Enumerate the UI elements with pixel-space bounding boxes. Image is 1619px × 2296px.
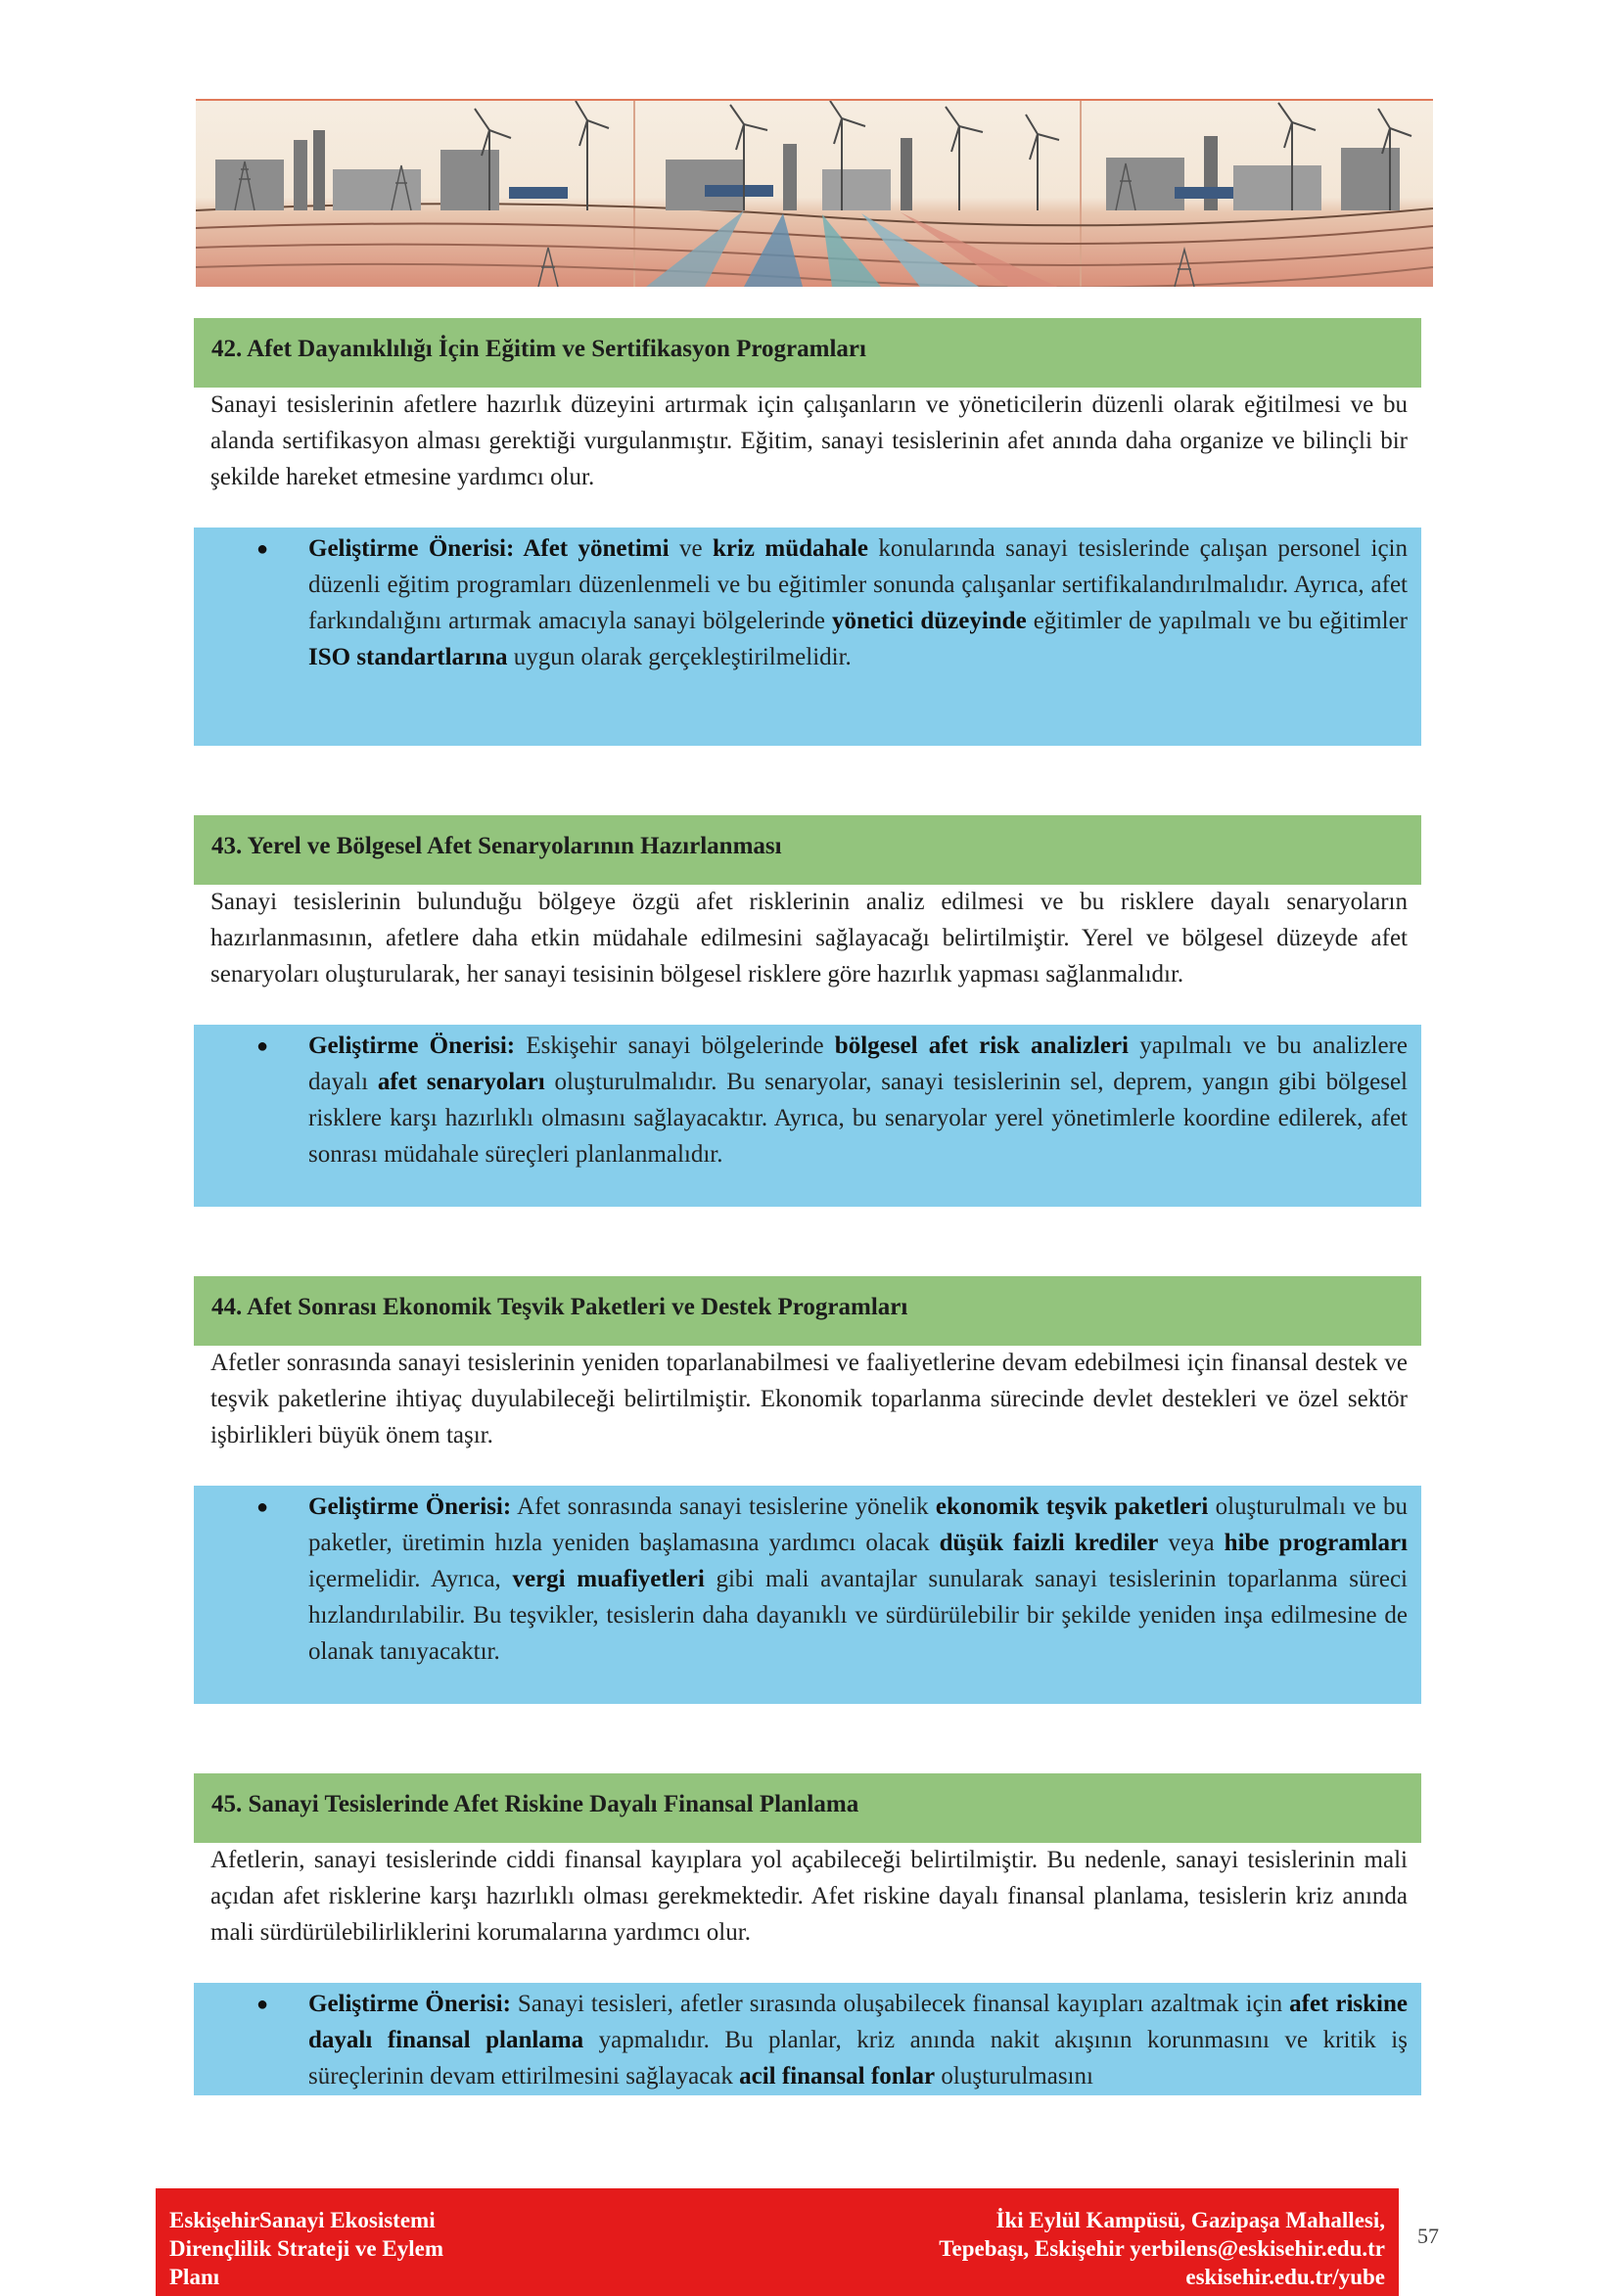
suggestion-text-run: oluşturulmalı ve bu paketler, üretimin hızla yeniden başlamasına yardımcı olacak	[308, 1493, 1408, 1556]
section-paragraph-42: Sanayi tesislerinin afetlere hazırlık düzeyini artırmak için çalışanların ve yöneticilerin düzenli olarak eğitilmesi ve bu alanda sertifikasyon alması gerektiği vurgulanmıştır. Eğitim, sanayi tesislerinin afet anında daha organize ve bilinçli bir şekilde hareket etmesine yardımcı olur.	[210, 391, 1408, 490]
section-heading-43: 43. Yerel ve Bölgesel Afet Senaryolarının Hazırlanması	[194, 815, 1421, 885]
suggestion-text-42	[308, 530, 1408, 675]
footer-left-line: Planı	[169, 2265, 220, 2289]
suggestion-text-45	[308, 1986, 1408, 2094]
suggestion-text-run: Sanayi tesisleri, afetler sırasında oluşabilecek finansal kayıpları azaltmak için	[510, 1991, 1290, 2017]
suggestion-bold-run: ISO standartlarına	[308, 644, 508, 670]
suggestion-bold-run: Geliştirme Önerisi:	[308, 1991, 511, 2017]
bullet-icon: ●	[256, 1496, 269, 1518]
footer-left-line: Dirençlilik Strateji ve Eylem	[169, 2236, 443, 2261]
footer-plan-title	[169, 2206, 443, 2291]
suggestion-bold-run: vergi muafiyetleri	[512, 1566, 705, 1592]
section-heading-42: 42. Afet Dayanıklılığı İçin Eğitim ve Sertifikasyon Programları	[194, 318, 1421, 388]
suggestion-bold-run: hibe programları	[1224, 1530, 1409, 1556]
suggestion-text-44	[308, 1489, 1408, 1670]
footer-left-line: EskişehirSanayi Ekosistemi	[169, 2208, 436, 2232]
suggestion-text-run: Afet sonrasında sanayi tesislerine yönelik	[511, 1493, 936, 1520]
suggestion-text-run: uygun olarak gerçekleştirilmelidir.	[507, 644, 852, 670]
section-heading-44: 44. Afet Sonrası Ekonomik Teşvik Paketleri ve Destek Programları	[194, 1276, 1421, 1346]
suggestion-bold-run: ekonomik teşvik paketleri	[935, 1493, 1209, 1520]
suggestion-bold-run: afet senaryoları	[377, 1069, 545, 1095]
footer-address	[939, 2206, 1385, 2291]
suggestion-bold-run: kriz müdahale	[712, 535, 868, 562]
suggestion-text-run: konularında sanayi tesislerinde çalışan personel için düzenli eğitim programları düzenlenmeli ve bu eğitimler sonunda çalışanlar sertifikalandırılmalıdır. Ayrıca, afet farkındalığını artırmak amacıyla sanayi bölgelerinde	[308, 535, 1408, 634]
suggestion-bold-run: afet riskine dayalı finansal planlama	[308, 1991, 1408, 2053]
suggestion-text-run: eğitimler de yapılmalı ve bu eğitimler	[1026, 608, 1408, 634]
footer-right-line: İki Eylül Kampüsü, Gazipaşa Mahallesi,	[995, 2208, 1385, 2232]
suggestion-bold-run: bölgesel afet risk analizleri	[834, 1033, 1130, 1059]
section-paragraph-43: Sanayi tesislerinin bulunduğu bölgeye özgü afet risklerinin analiz edilmesi ve bu risklere dayalı senaryoların hazırlanmasının, afetlere daha etkin müdahale edilmesini sağlayacağı belirtilmiştir. Yerel ve bölgesel düzeyde afet senaryoları oluşturularak, her sanayi tesisinin bölgesel risklere göre hazırlık yapması sağlanmalıdır.	[210, 889, 1408, 987]
header-banner-illustration	[196, 99, 1433, 287]
suggestion-text-run: oluşturulmasını	[935, 2063, 1093, 2089]
suggestion-text-run: yapılmalı ve bu analizlere dayalı	[308, 1033, 1408, 1095]
suggestion-text-run: gibi mali avantajlar sunularak sanayi tesislerinin toparlanma süreci hızlandırılabilir. Bu teşvikler, tesislerin daha dayanıklı ve sürdürülebilir bir şekilde yeniden inşa edilmesine de olanak tanıyacaktır.	[308, 1566, 1408, 1665]
suggestion-bold-run: acil finansal fonlar	[739, 2063, 936, 2089]
bullet-icon: ●	[256, 1035, 269, 1057]
suggestion-bold-run: Geliştirme Önerisi:	[308, 1493, 512, 1520]
footer-bar	[156, 2188, 1399, 2296]
suggestion-text-run: oluşturulmalıdır. Bu senaryolar, sanayi tesislerinin sel, deprem, yangın gibi bölgesel risklere karşı hazırlıklı olmasını sağlayacaktır. Ayrıca, bu senaryolar yerel yönetimlerle koordine edilerek, afet sonrası müdahale süreçleri planlanmalıdır.	[308, 1069, 1408, 1168]
bullet-icon: ●	[256, 1994, 269, 2015]
suggestion-bold-run: Geliştirme Önerisi: Afet yönetimi	[308, 535, 670, 562]
suggestion-text-run: ve	[669, 535, 713, 562]
suggestion-text-43	[308, 1028, 1408, 1172]
section-paragraph-44: Afetler sonrasında sanayi tesislerinin yeniden toparlanabilmesi ve faaliyetlerine devam edebilmesi için finansal destek ve teşvik paketlerine ihtiyaç duyulabileceği belirtilmiştir. Ekonomik toparlanma sürecinde devlet destekleri ve özel sektör işbirlikleri büyük önem taşır.	[210, 1350, 1408, 1448]
suggestion-bold-run: düşük faizli krediler	[939, 1530, 1159, 1556]
suggestion-text-run: yapmalıdır. Bu planlar, kriz anında nakit akışının korunmasını ve kritik iş süreçlerinin devam ettirilmesini sağlayacak	[308, 2027, 1408, 2089]
page-number: 57	[1417, 2224, 1439, 2248]
suggestion-bold-run: yönetici düzeyinde	[831, 608, 1027, 634]
footer-right-line: eskisehir.edu.tr/yube	[1185, 2265, 1385, 2289]
section-paragraph-45: Afetlerin, sanayi tesislerinde ciddi finansal kayıplara yol açabileceği belirtilmiştir. Bu nedenle, sanayi tesislerinin mali açıdan afet risklerine karşı hazırlıklı olması gerekmektedir. Afet riskine dayalı finansal planlama, tesislerin kriz anında mali sürdürülebilirliklerini korumalarına yardımcı olur.	[210, 1847, 1408, 1946]
suggestion-text-run: veya	[1158, 1530, 1225, 1556]
bullet-icon: ●	[256, 538, 269, 560]
suggestion-text-run: içermelidir. Ayrıca,	[308, 1566, 513, 1592]
industrial-landscape-icon	[196, 101, 1433, 287]
footer-right-line: Tepebaşı, Eskişehir yerbilens@eskisehir.edu.tr	[939, 2236, 1385, 2261]
section-heading-45: 45. Sanayi Tesislerinde Afet Riskine Dayalı Finansal Planlama	[194, 1773, 1421, 1843]
suggestion-text-run: Eskişehir sanayi bölgelerinde	[515, 1033, 835, 1059]
suggestion-bold-run: Geliştirme Önerisi:	[308, 1033, 516, 1059]
